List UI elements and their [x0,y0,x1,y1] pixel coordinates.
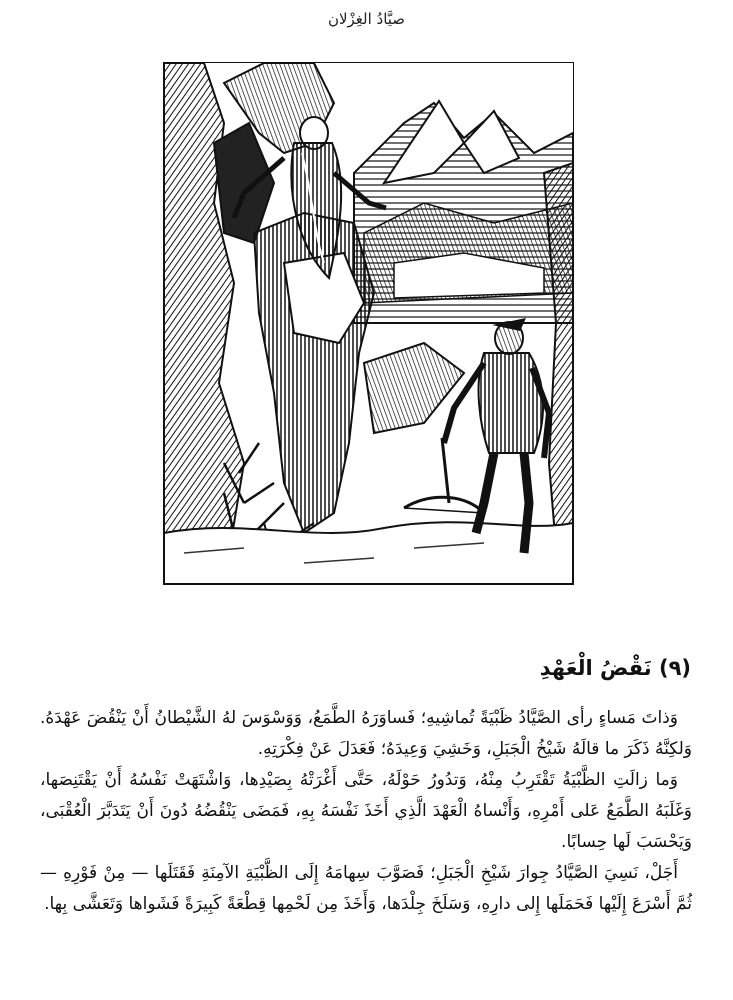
illustration-old-man-and-hunter [163,62,574,585]
paragraph-3: أَجَلْ، نَسِيَ الصَّيَّادُ جِوارَ شَيْخِ الْجَبَلِ؛ فَصَوَّبَ سِهامَهُ إِلَى الظَّبْيَةِ الآمِنَةِ فَقَتَلَها — مِنْ فَوْرِهِ — ثُمَّ أَسْرَعَ إِلَيْها فَحَمَلَها إِلى دارِهِ، وَسَلَخَ جِلْدَها، وَأَخَذَ مِن لَحْمِها قِطْعَةً كَبِيرَةً فَشَواها وَتَعَشَّى بِها. [40,863,692,914]
chapter-title: (٩) نَقْضُ الْعَهْدِ [539,656,691,680]
engraving-drawing [164,63,573,584]
running-header: صيَّادُ الغِزْلان [327,10,406,28]
chapter-body [40,703,692,920]
paragraph-2: وَما زالَتِ الظَّبْيَةُ تَقْتَرِبُ مِنْهُ، وَتدُورُ حَوْلَهُ، حَتَّى أَغْرَتْهُ بِصَيْدِها، وَاشْتَهَتْ نَفْسُهُ أَنْ يَقْتَنِصَها، وَغَلَبَهُ الطَّمَعُ عَلى أَمْرِهِ، وَأَنْساهُ الْعَهْدَ الَّذِي أَخَذَ نَفْسَهُ بِهِ، فَمَضَى يَنْقُضُهُ دُونَ أَنْ يَتَدَبَّرَ الْعُقْبَى، وَيَحْسَبَ لَها حِسابًا. [40,770,692,852]
paragraph-1: وَذاتَ مَساءٍ رأى الصَّيَّادُ ظَبْيَةً تُماشِيهِ؛ فَساوَرَهُ الطَّمَعُ، وَوَسْوَسَ لهُ الشَّيْطانُ أَنْ يَنْقُضَ عَهْدَهُ. وَلكِنَّهُ ذَكَرَ ما قالَهُ شَيْخُ الْجَبَلِ، وَخَشِيَ وَعِيدَهُ؛ فَعَدَلَ عَنْ فِكْرَتِهِ. [40,708,692,759]
